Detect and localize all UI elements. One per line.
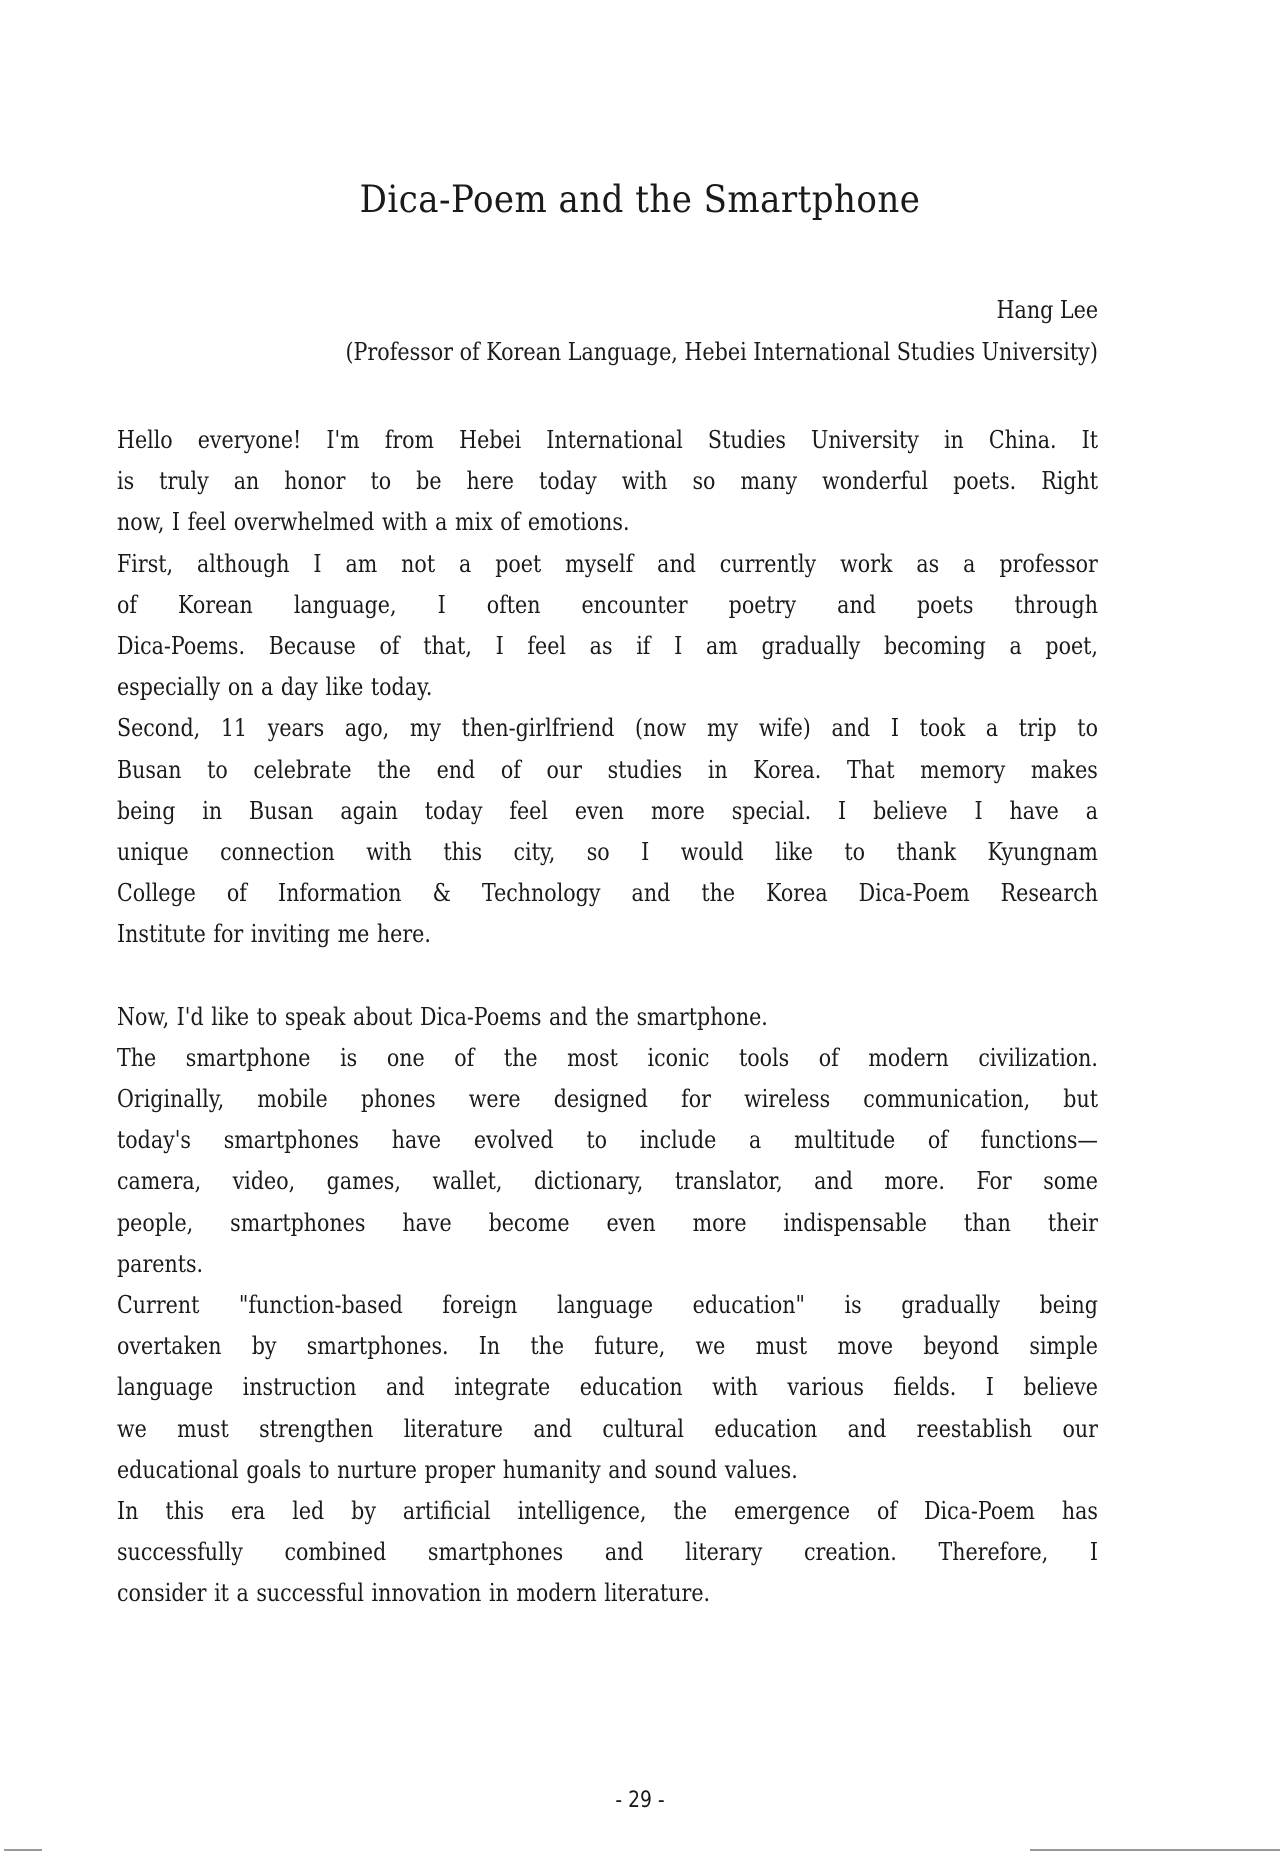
- text-line: unique connection with this city, so I would like to thank Kyungnam: [117, 836, 1098, 866]
- author-affiliation: (Professor of Korean Language, Hebei International Studies University): [345, 338, 1098, 366]
- page-number: - 29 -: [615, 1788, 665, 1813]
- document-body: [117, 419, 1098, 1613]
- text-line: today's smartphones have evolved to include a multitude of functions—: [117, 1125, 1098, 1155]
- paragraph: [117, 707, 1098, 954]
- text-line: now, I feel overwhelmed with a mix of emotions.: [117, 507, 630, 537]
- text-line: Institute for inviting me here.: [117, 919, 431, 949]
- paragraph: [117, 419, 1098, 543]
- paragraph: [117, 1284, 1098, 1490]
- text-line: people, smartphones have become even more indispensable than their: [117, 1207, 1098, 1237]
- text-line: The smartphone is one of the most iconic tools of modern civilization.: [117, 1042, 1098, 1072]
- text-line: educational goals to nurture proper humanity and sound values.: [117, 1454, 798, 1484]
- text-line: language instruction and integrate education with various fields. I believe: [117, 1372, 1098, 1402]
- paragraph: [117, 1490, 1098, 1614]
- text-line: First, although I am not a poet myself and currently work as a professor: [117, 548, 1098, 578]
- text-line: of Korean language, I often encounter poetry and poets through: [117, 589, 1098, 619]
- document-title: Dica-Poem and the Smartphone: [359, 178, 921, 221]
- author-name: Hang Lee: [996, 296, 1098, 324]
- text-line: successfully combined smartphones and literary creation. Therefore, I: [117, 1537, 1098, 1567]
- text-line: In this era led by artificial intelligence, the emergence of Dica-Poem has: [117, 1495, 1098, 1525]
- text-line: Second, 11 years ago, my then-girlfriend (now my wife) and I took a trip to: [117, 713, 1098, 743]
- text-line: is truly an honor to be here today with so many wonderful poets. Right: [117, 466, 1098, 496]
- text-line: Originally, mobile phones were designed for wireless communication, but: [117, 1084, 1098, 1113]
- text-line: Now, I'd like to speak about Dica-Poems and the smartphone.: [117, 1001, 768, 1031]
- text-line: being in Busan again today feel even more special. I believe I have a: [117, 795, 1098, 825]
- text-line: overtaken by smartphones. In the future, we must move beyond simple: [117, 1331, 1098, 1361]
- text-line: College of Information & Technology and the Korea Dica-Poem Research: [117, 878, 1098, 908]
- text-line: Dica-Poems. Because of that, I feel as if I am gradually becoming a poet,: [117, 630, 1098, 660]
- scan-edge-line-left: [4, 1849, 42, 1851]
- paragraph: [117, 996, 1098, 1037]
- text-line: especially on a day like today.: [117, 672, 433, 702]
- text-line: we must strengthen literature and cultural education and reestablish our: [117, 1413, 1098, 1443]
- text-line: camera, video, games, wallet, dictionary, translator, and more. For some: [117, 1166, 1098, 1196]
- paragraph: [117, 1037, 1098, 1284]
- paragraph-gap: [117, 954, 1098, 995]
- scan-edge-line-right: [1030, 1849, 1280, 1851]
- text-line: parents.: [117, 1248, 204, 1278]
- text-line: consider it a successful innovation in modern literature.: [117, 1578, 711, 1608]
- text-line: Hello everyone! I'm from Hebei International Studies University in China. It: [117, 425, 1098, 454]
- text-line: Busan to celebrate the end of our studies in Korea. That memory makes: [117, 754, 1098, 784]
- text-line: Current "function-based foreign language education" is gradually being: [117, 1289, 1098, 1319]
- paragraph: [117, 543, 1098, 708]
